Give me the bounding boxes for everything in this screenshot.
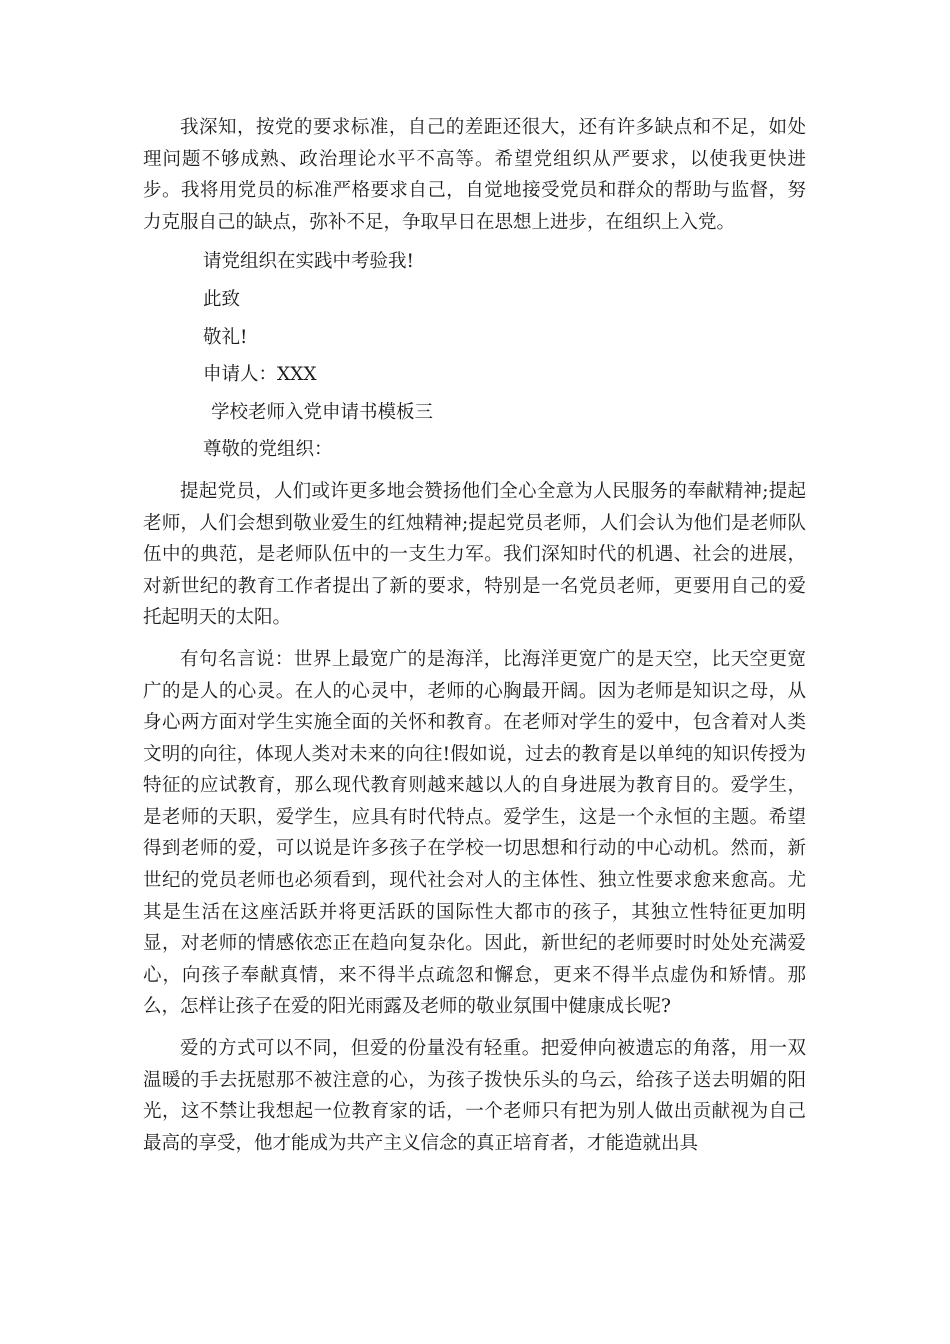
line-jingli: 敬礼! [203,326,248,348]
line-test-me: 请党组织在实践中考验我! [203,251,414,273]
section-title: 学校老师入党申请书模板三 [211,401,434,423]
paragraph-self-assessment: 我深知，按党的要求标准，自己的差距还很大，还有许多缺点和不足，如处理问题不够成熟、政治理论水平不高等。希望党组织从严要求，以使我更快进步。我将用党员的标准严格要求自己，自觉地接受党员和群众的帮助与监督，努力克服自己的缺点，弥补不足，争取早日在思想上进步，在组织上入党。 [143,117,806,233]
paragraph-famous-saying: 有句名言说：世界上最宽广的是海洋，比海洋更宽广的是天空，比天空更宽广的是人的心灵。在人的心灵中，老师的心胸最开阔。因为老师是知识之母，从身心两方面对学生实施全面的关怀和教育。在老师对学生的爱中，包含着对人类文明的向往，体现人类对未来的向往!假如说，过去的教育是以单纯的知识传授为特征的应试教育，那么现代教育则越来越以人的自身进展为教育目的。爱学生，是老师的天职，爱学生，应具有时代特点。爱学生，这是一个永恒的主题。希望得到老师的爱，可以说是许多孩子在学校一切思想和行动的中心动机。然而，新世纪的党员老师也必须看到，现代社会对人的主体性、独立性要求愈来愈高。尤其是生活在这座活跃并将更活跃的国际性大都市的孩子，其独立性特征更加明显，对老师的情感依恋正在趋向复杂化。因此，新世纪的老师要时时处处充满爱心，向孩子奉献真情，来不得半点疏忽和懈怠，更来不得半点虚伪和矫情。那么，怎样让孩子在爱的阳光雨露及老师的敬业氛围中健康成长呢? [143,648,806,1018]
salutation: 尊敬的党组织： [203,439,333,461]
document-page [143,112,806,1159]
line-applicant: 申请人：XXX [203,364,317,386]
line-cizhi: 此致 [203,288,241,310]
paragraph-party-member-teacher: 提起党员，人们或许更多地会赞扬他们全心全意为人民服务的奉献精神;提起老师，人们会想到敬业爱生的红烛精神;提起党员老师，人们会认为他们是老师队伍中的典范，是老师队伍中的一支生力军。我们深知时代的机遇、社会的进展，对新世纪的教育工作者提出了新的要求，特别是一名党员老师，更要用自己的爱托起明天的太阳。 [143,480,806,629]
paragraph-ways-of-love: 爱的方式可以不同，但爱的份量没有轻重。把爱伸向被遗忘的角落，用一双温暖的手去抚慰那不被注意的心，为孩子拨快乐头的乌云，给孩子送去明媚的阳光，这不禁让我想起一位教育家的话，一个老师只有把为别人做出贡献视为自己最高的享受，他才能成为共产主义信念的真正培育者，才能造就出具 [143,1038,806,1154]
